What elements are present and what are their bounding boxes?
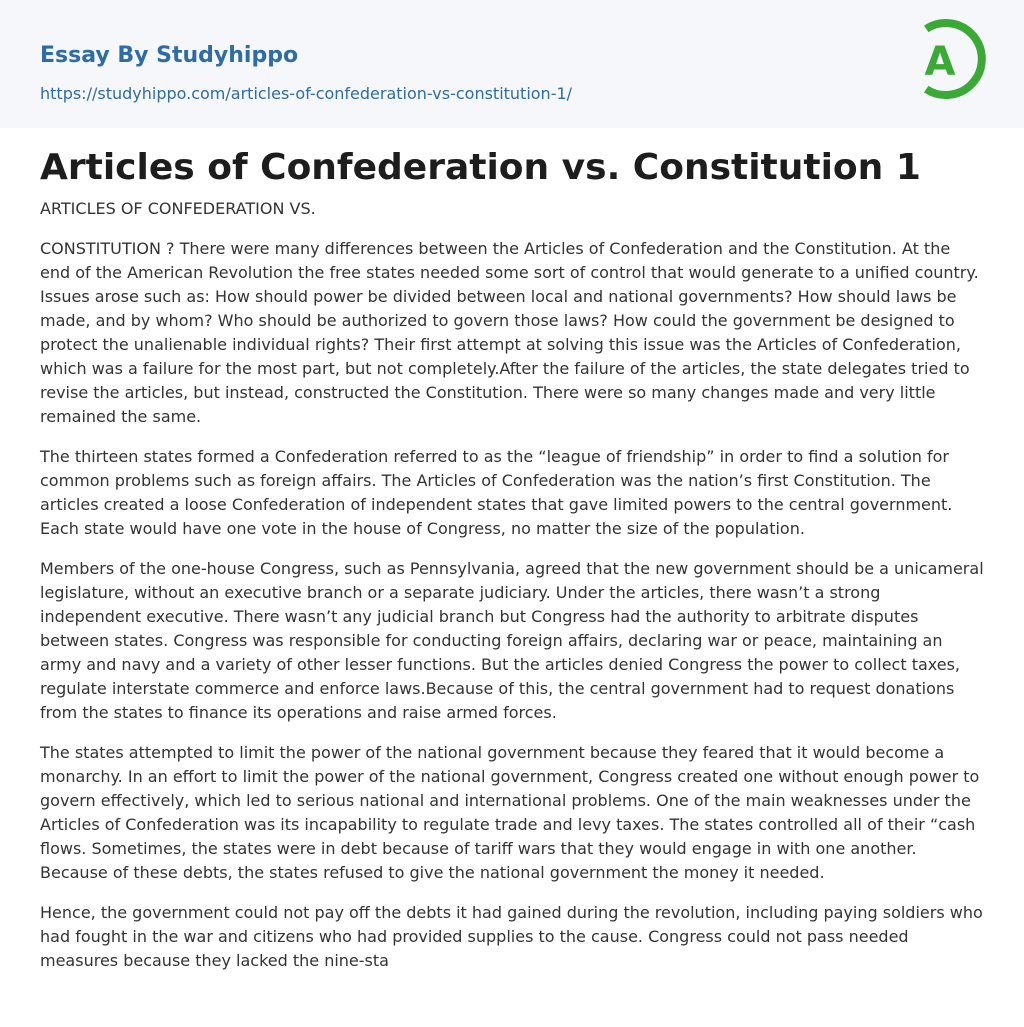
article-lead: ARTICLES OF CONFEDERATION VS. [40, 199, 316, 218]
brand-title[interactable]: Essay By Studyhippo [40, 43, 299, 68]
article-paragraph: The states attempted to limit the power of the national government because they feared that it would become a monarchy. In an effort to limit the power of the national government, Congress created one without enough power to govern effectively, which led to serious national and international problems. One of the main weaknesses under the Articles of Confederation was its incapability to regulate trade and levy taxes. The states controlled all of their “cash flows. Sometimes, the states were in debt because of tariff wars that they would engage in with one another. Because of these debts, the states refused to give the national government the money it needed. [40, 743, 980, 882]
article-title: Articles of Confederation vs. Constitution 1 [40, 147, 921, 188]
article-paragraph: The thirteen states formed a Confederation referred to as the “league of friendship” in order to find a solution for common problems such as foreign affairs. The Articles of Confederation was the nation’s first Constitution. The articles created a loose Confederation of independent states that gave limited powers to the central government. Each state would have one vote in the house of Congress, no matter the size of the population. [40, 447, 953, 538]
source-url-link[interactable]: https://studyhippo.com/articles-of-confederation-vs-constitution-1/ [40, 84, 573, 103]
studyhippo-logo-icon[interactable] [907, 17, 989, 107]
article-content [40, 145, 984, 973]
logo-letter: A [924, 39, 956, 85]
article-paragraph: CONSTITUTION ? There were many differences between the Articles of Confederation and the Constitution. At the end of the American Revolution the free states needed some sort of control that would generate to a unified country. Issues arose such as: How should power be divided between local and national governments? How should laws be made, and by whom? Who should be authorized to govern those laws? How could the government be designed to protect the unalienable individual rights? Their first attempt at solving this issue was the Articles of Confederation, which was a failure for the most part, but not completely.After the failure of the articles, the state delegates tried to revise the articles, but instead, constructed the Constitution. There were so many changes made and very little remained the same. [40, 239, 979, 426]
article-paragraph: Hence, the government could not pay off the debts it had gained during the revolution, including paying soldiers who had fought in the war and citizens who had provided supplies to the cause. Congress could not pass needed measures because they lacked the nine-sta [40, 903, 983, 970]
page-header [0, 0, 1024, 128]
article-paragraph: Members of the one-house Congress, such as Pennsylvania, agreed that the new government should be a unicameral legislature, without an executive branch or a separate judiciary. Under the articles, there wasn’t a strong independent executive. There wasn’t any judicial branch but Congress had the authority to arbitrate disputes between states. Congress was responsible for conducting foreign affairs, declaring war or peace, maintaining an army and navy and a variety of other lesser functions. But the articles denied Congress the power to collect taxes, regulate interstate commerce and enforce laws.Because of this, the central government had to request donations from the states to finance its operations and raise armed forces. [40, 559, 984, 722]
